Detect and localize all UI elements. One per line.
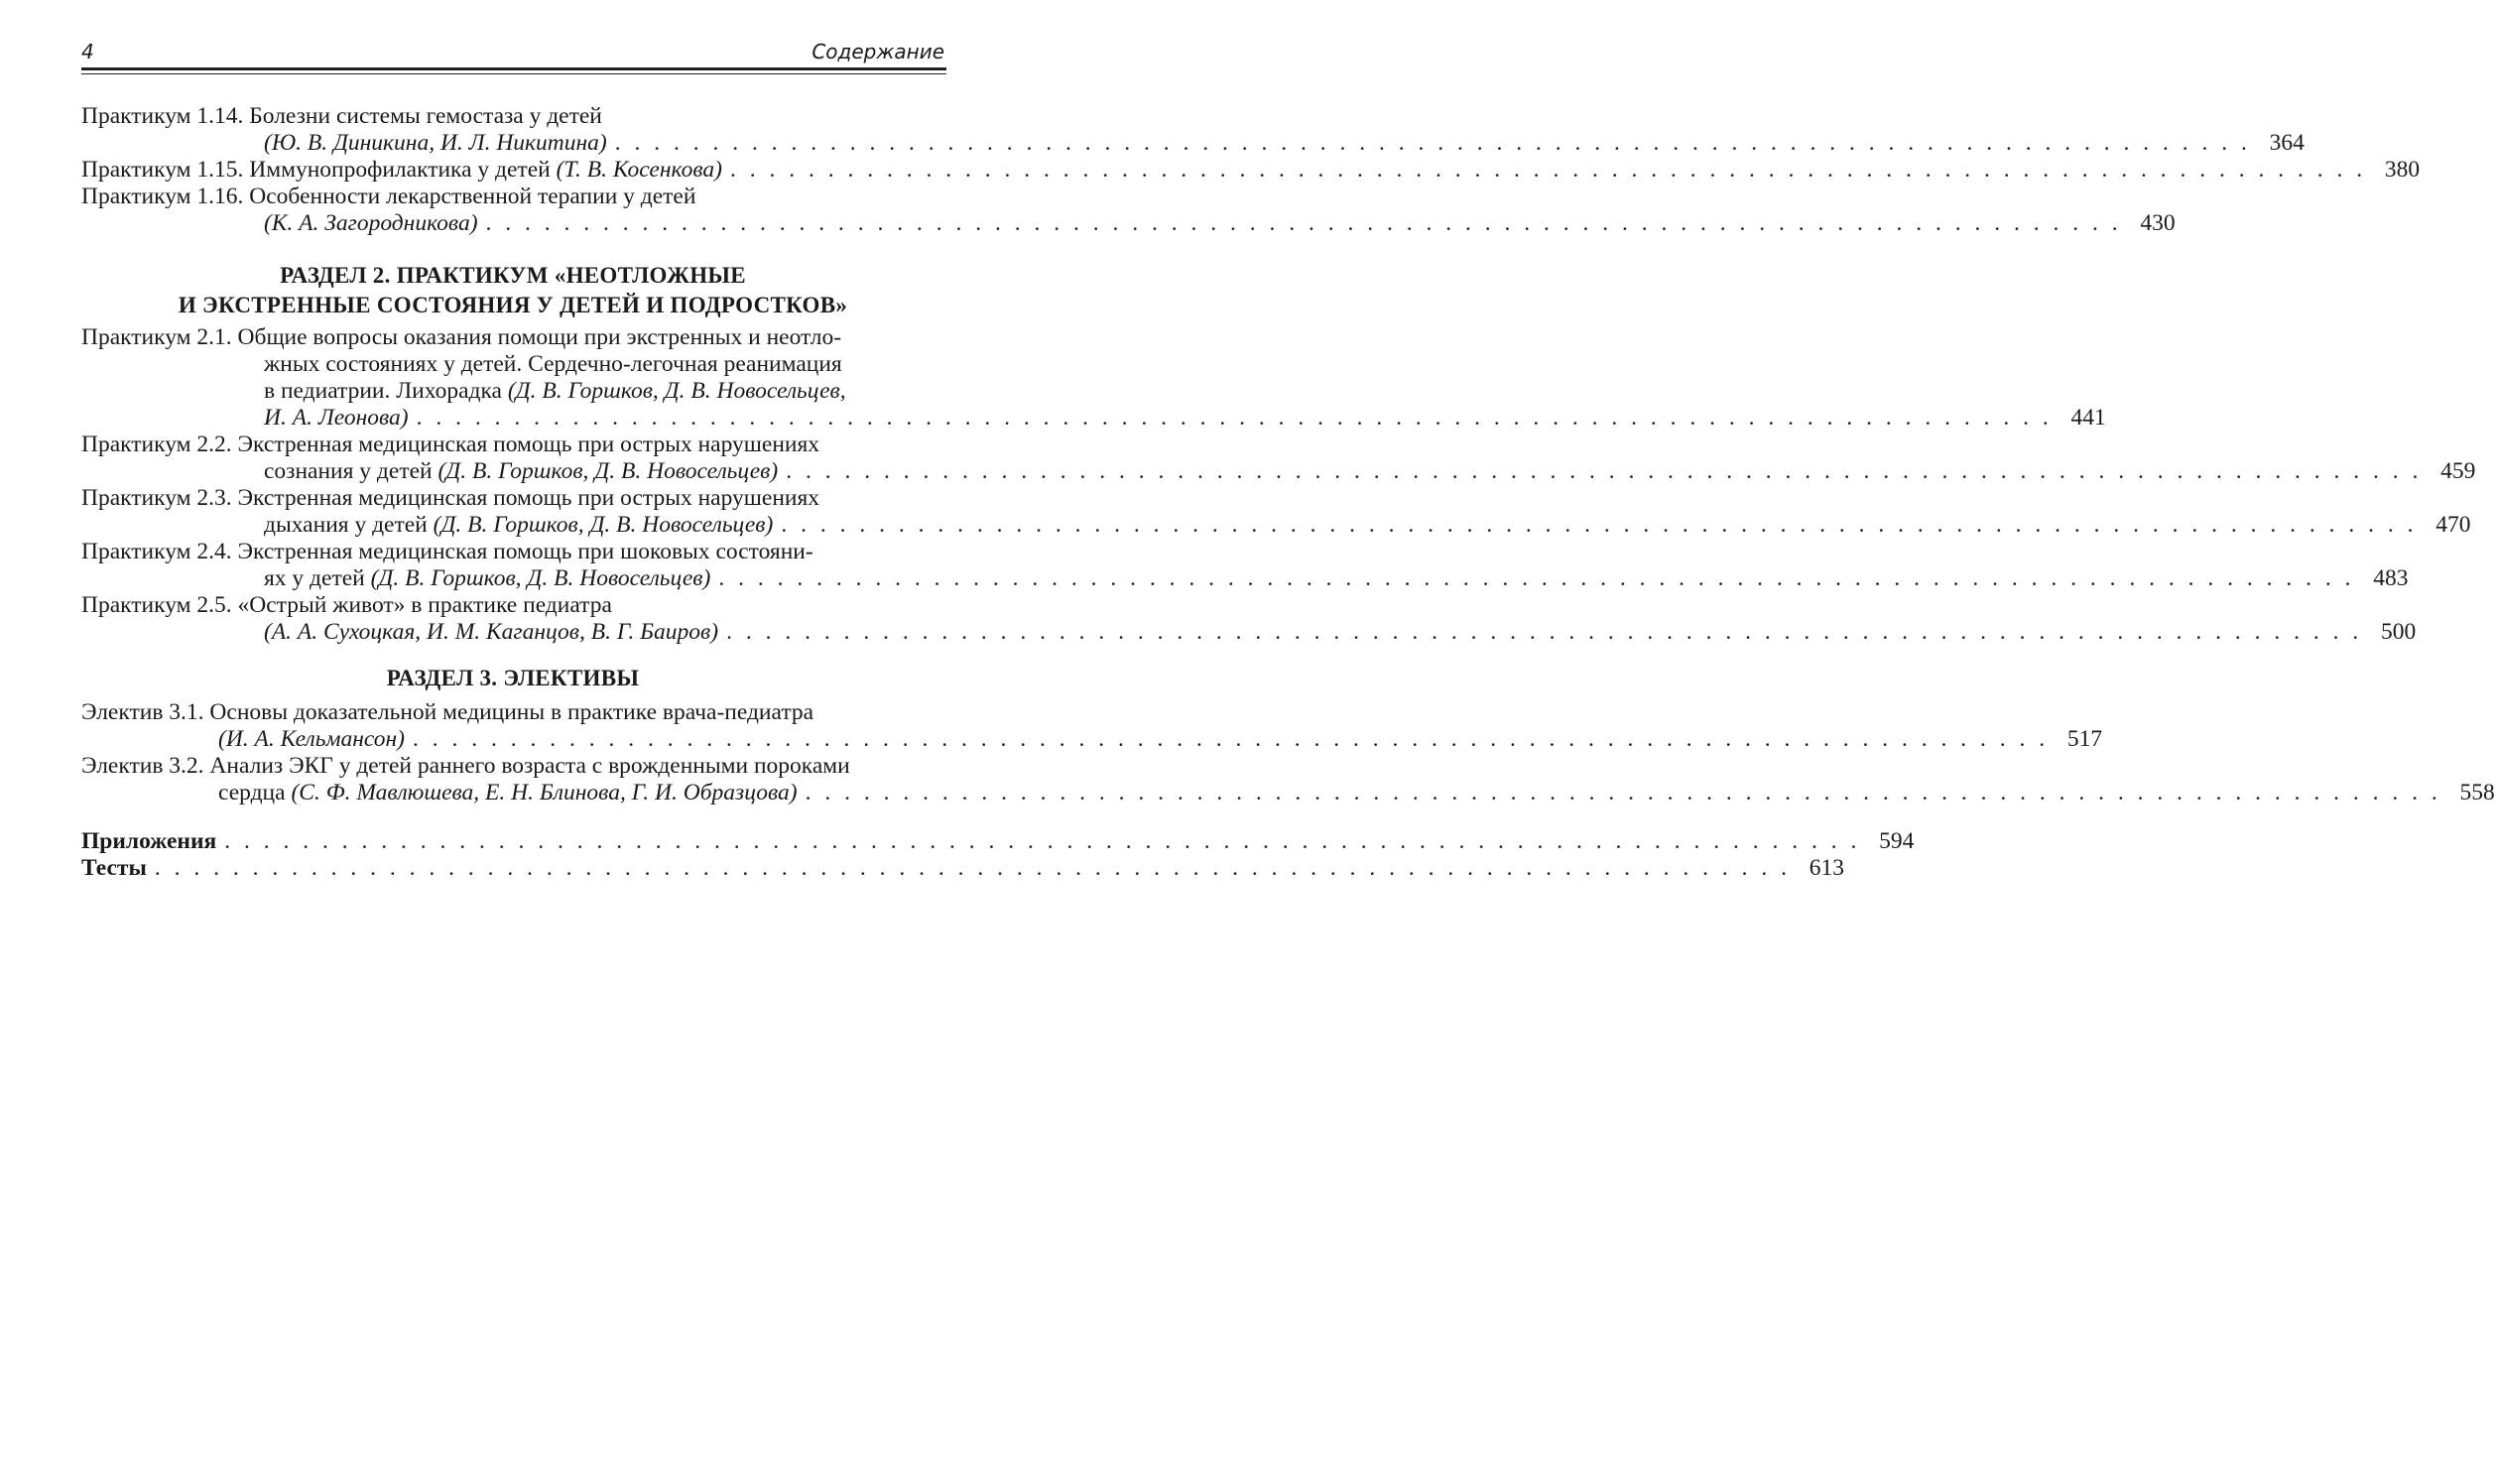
table-of-contents xyxy=(81,103,2495,882)
header-rule-thin xyxy=(81,73,946,74)
toc-entry-2-1-line3: в педиатрии. Лихорадка (Д. В. Горшков, Д. В. Новосельцев, xyxy=(264,378,846,404)
header-rule-thick xyxy=(81,67,946,70)
toc-entry-2-4-line2: ях у детей (Д. В. Горшков, Д. В. Новосельцев) . . . . . . . . . . . . . . . . . . . . . . . . . . . . . . . . . . . . . . . . . . . . . . . . . . . . . . . . . . . . . . . . . . . . . . . . . . . . . . . . . . . . 483 xyxy=(264,565,2409,591)
page-ref: 594 xyxy=(1879,828,1915,854)
toc-entry-2-1-line4: И. А. Леонова) . . . . . . . . . . . . . . . . . . . . . . . . . . . . . . . . . . . . . . . . . . . . . . . . . . . . . . . . . . . . . . . . . . . . . . . . . . . . . . . . . . . . 441 xyxy=(264,405,2106,431)
page-ref: 613 xyxy=(1809,855,1844,881)
section-2-heading: РАЗДЕЛ 2. ПРАКТИКУМ «НЕОТЛОЖНЫЕ И ЭКСТРЕННЫЕ СОСТОЯНИЯ У ДЕТЕЙ И ПОДРОСТКОВ» xyxy=(178,263,848,317)
page-ref: 364 xyxy=(2269,130,2305,156)
toc-entry-2-5-line2: (А. А. Сухоцкая, И. М. Каганцов, В. Г. Баиров) . . . . . . . . . . . . . . . . . . . . . . . . . . . . . . . . . . . . . . . . . . . . . . . . . . . . . . . . . . . . . . . . . . . . . . . . . . . . . . . . . . . . 500 xyxy=(264,619,2417,645)
section-3-heading: РАЗДЕЛ 3. ЭЛЕКТИВЫ xyxy=(386,666,640,690)
page-ref: 483 xyxy=(2373,565,2409,591)
toc-entry-2-1-line2: жных состояниях у детей. Сердечно-легочная реанимация xyxy=(264,351,842,377)
toc-entry-1-14-authors: (Ю. В. Диникина, И. Л. Никитина) . . . . . . . . . . . . . . . . . . . . . . . . . . . . . . . . . . . . . . . . . . . . . . . . . . . . . . . . . . . . . . . . . . . . . . . . . . . . . . . . . . . . 364 xyxy=(264,130,2305,156)
page-number: 4 xyxy=(81,40,94,63)
toc-entry-3-2-line2: сердца (С. Ф. Мавлюшева, Е. Н. Блинова, Г. И. Образцова) . . . . . . . . . . . . . . . . . . . . . . . . . . . . . . . . . . . . . . . . . . . . . . . . . . . . . . . . . . . . . . . . . . . . . . . . . . . . . . . . . . . . 558 xyxy=(218,780,2495,805)
page-header xyxy=(81,40,946,69)
toc-entry-1-14-title: Практикум 1.14. Болезни системы гемостаза у детей xyxy=(81,103,602,129)
running-title: Содержание xyxy=(811,40,944,63)
toc-entry-2-5-line1: Практикум 2.5. «Острый живот» в практике педиатра xyxy=(81,592,612,618)
page-ref: 380 xyxy=(2384,157,2421,183)
toc-entry-2-2-line1: Практикум 2.2. Экстренная медицинская помощь при острых нарушениях xyxy=(81,432,820,457)
page-ref: 430 xyxy=(2140,210,2176,236)
toc-entry-2-3-line1: Практикум 2.3. Экстренная медицинская помощь при острых нарушениях xyxy=(81,485,820,511)
toc-entry-1-15: Практикум 1.15. Иммунопрофилактика у детей (Т. В. Косенкова) . . . . . . . . . . . . . . . . . . . . . . . . . . . . . . . . . . . . . . . . . . . . . . . . . . . . . . . . . . . . . . . . . . . . . . . . . . . . . . . . . . . . 380 xyxy=(81,157,2421,183)
toc-entry-appendix: Приложения . . . . . . . . . . . . . . . . . . . . . . . . . . . . . . . . . . . . . . . . . . . . . . . . . . . . . . . . . . . . . . . . . . . . . . . . . . . . . . . . . . . . 594 xyxy=(81,828,1915,854)
toc-entry-2-1-line1: Практикум 2.1. Общие вопросы оказания помощи при экстренных и неотло- xyxy=(81,324,842,350)
page-ref: 517 xyxy=(2066,726,2103,752)
toc-entry-3-1-line1: Электив 3.1. Основы доказательной медицины в практике врача-педиатра xyxy=(81,699,814,725)
page-ref: 441 xyxy=(2070,405,2106,431)
toc-entry-3-1-line2: (И. А. Кельмансон) . . . . . . . . . . . . . . . . . . . . . . . . . . . . . . . . . . . . . . . . . . . . . . . . . . . . . . . . . . . . . . . . . . . . . . . . . . . . . . . . . . . . 517 xyxy=(218,726,2103,752)
toc-entry-1-16-title: Практикум 1.16. Особенности лекарственной терапии у детей xyxy=(81,184,696,209)
toc-entry-tests: Тесты . . . . . . . . . . . . . . . . . . . . . . . . . . . . . . . . . . . . . . . . . . . . . . . . . . . . . . . . . . . . . . . . . . . . . . . . . . . . . . . . . . . . 613 xyxy=(81,855,1844,881)
toc-entry-2-4-line1: Практикум 2.4. Экстренная медицинская помощь при шоковых состояни- xyxy=(81,539,813,564)
toc-entry-3-2-line1: Электив 3.2. Анализ ЭКГ у детей раннего возраста с врожденными пороками xyxy=(81,753,850,779)
page-ref: 558 xyxy=(2459,780,2495,805)
toc-entry-1-16-authors: (К. А. Загородникова) . . . . . . . . . . . . . . . . . . . . . . . . . . . . . . . . . . . . . . . . . . . . . . . . . . . . . . . . . . . . . . . . . . . . . . . . . . . . . . . . . . . . 430 xyxy=(264,210,2176,236)
page-ref: 459 xyxy=(2440,458,2476,484)
page-ref: 500 xyxy=(2380,619,2417,645)
toc-entry-2-2-line2: сознания у детей (Д. В. Горшков, Д. В. Новосельцев) . . . . . . . . . . . . . . . . . . . . . . . . . . . . . . . . . . . . . . . . . . . . . . . . . . . . . . . . . . . . . . . . . . . . . . . . . . . . . . . . . . . . 459 xyxy=(264,458,2476,484)
page-ref: 470 xyxy=(2435,512,2471,538)
toc-entry-2-3-line2: дыхания у детей (Д. В. Горшков, Д. В. Новосельцев) . . . . . . . . . . . . . . . . . . . . . . . . . . . . . . . . . . . . . . . . . . . . . . . . . . . . . . . . . . . . . . . . . . . . . . . . . . . . . . . . . . . . 470 xyxy=(264,512,2471,538)
